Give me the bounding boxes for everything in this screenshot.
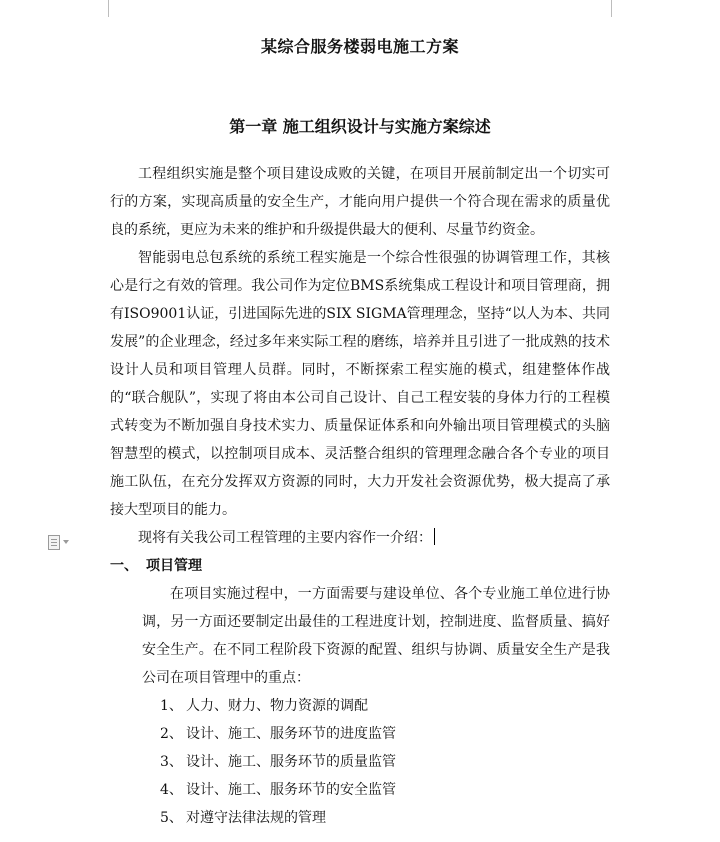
list-item-text: 设计、施工、服务环节的质量监管	[186, 754, 396, 770]
section-number: 一、	[110, 558, 138, 574]
list-item-number: 1、	[160, 698, 183, 714]
section-heading	[110, 552, 202, 580]
chevron-down-icon	[63, 540, 69, 544]
paragraph-options-button[interactable]	[48, 535, 74, 549]
text-cursor	[434, 528, 435, 545]
list-item	[160, 804, 396, 832]
list-item-number: 3、	[160, 754, 183, 770]
chapter-title: 第一章 施工组织设计与实施方案综述	[229, 117, 491, 136]
list-item-text: 对遵守法律法规的管理	[186, 810, 326, 826]
paragraph-3[interactable]	[110, 524, 610, 552]
document-icon	[48, 535, 60, 550]
section-heading-text: 项目管理	[146, 558, 202, 574]
list-item	[160, 692, 396, 720]
list-item-text: 设计、施工、服务环节的进度监管	[186, 726, 396, 742]
paragraph-text: 工程组织实施是整个项目建设成败的关键，在项目开展前制定出一个切实可行的方案，实现高质量的安全生产，才能向用户提供一个符合现在需求的质量优良的系统，更应为未来的维护和升级提供最大的便利、尽量节约资金。	[110, 166, 610, 238]
paragraph-text: 在项目实施过程中，一方面需要与建设单位、各个专业施工单位进行协调，另一方面还要制定出最佳的工程进度计划，控制进度、监督质量、搞好安全生产。在不同工程阶段下资源的配置、组织与协调、质量安全生产是我公司在项目管理中的重点：	[142, 586, 610, 686]
list-item	[160, 776, 396, 804]
list-item-number: 2、	[160, 726, 183, 742]
list-item-number: 5、	[160, 810, 183, 826]
list-item-number: 4、	[160, 782, 183, 798]
paragraph-2	[110, 244, 610, 524]
list-item-text: 设计、施工、服务环节的安全监管	[186, 782, 396, 798]
page-margin-corner-right	[611, 0, 630, 17]
list-item	[160, 748, 396, 776]
page-margin-corner-left	[90, 0, 109, 17]
paragraph-1	[110, 160, 610, 244]
numbered-list	[160, 692, 396, 832]
list-item-text: 人力、财力、物力资源的调配	[186, 698, 368, 714]
section-paragraph	[142, 580, 610, 692]
paragraph-text[interactable]	[110, 524, 610, 552]
paragraph-text-content: 现将有关我公司工程管理的主要内容作一介绍：	[138, 530, 432, 546]
list-item	[160, 720, 396, 748]
document-title: 某综合服务楼弱电施工方案	[260, 37, 459, 56]
paragraph-text: 智能弱电总包系统的系统工程实施是一个综合性很强的协调管理工作，其核心是行之有效的管理。我公司作为定位BMS系统集成工程设计和项目管理商，拥有ISO9001认证，引进国际先进的SIX SIGMA管理理念，坚持“以人为本、共同发展”的企业理念，经过多年来实际工程的磨练，培养并且引进了一批成熟的技术设计人员和项目管理人员群。同时，不断探索工程实施的模式，组建整体作战的“联合舰队”，实现了将由本公司自己设计、自己工程安装的身体力行的工程模式转变为不断加强自身技术实力、质量保证体系和向外输出项目管理模式的头脑智慧型的模式，以控制项目成本、灵活整合组织的管理理念融合各个专业的项目施工队伍，在充分发挥双方资源的同时，大力开发社会资源优势，极大提高了承接大型项目的能力。	[110, 250, 610, 518]
